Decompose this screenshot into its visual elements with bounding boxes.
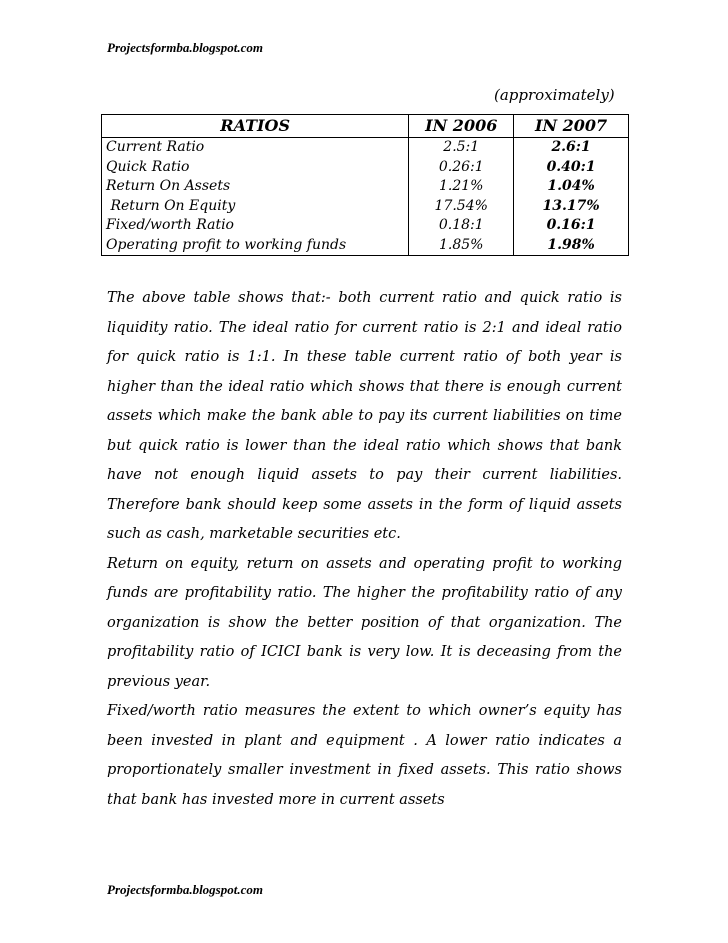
- analysis-text: [107, 284, 622, 815]
- value-2007: 2.6:1: [514, 138, 629, 158]
- profitability-paragraph: Return on equity, return on assets and operating profit to working funds are profitability ratio. The higher the profitability ratio of any organization is show the better position of that organization. The profitability ratio of ICICI bank is very low. It is deceasing from the previous year.: [107, 555, 622, 690]
- liquidity-paragraph: The above table shows that:- both current ratio and quick ratio is liquidity ratio. The ideal ratio for current ratio is 2:1 and ideal ratio for quick ratio is 1:1. In these table current ratio of both year is higher than the ideal ratio which shows that there is enough current assets which make the bank able to pay its current liabilities on time but quick ratio is lower than the ideal ratio which shows that bank have not enough liquid assets to pay their current liabilities. Therefore bank should keep some assets in the form of liquid assets such as cash, marketable securities etc.: [107, 290, 622, 542]
- value-2006: 0.26:1: [409, 158, 514, 178]
- value-2006: 1.85%: [409, 236, 514, 256]
- footer-site-url: Projectsformba.blogspot.com: [107, 882, 263, 897]
- header-site-url: Projectsformba.blogspot.com: [107, 40, 263, 55]
- ratio-label: Quick Ratio: [102, 158, 409, 178]
- ratio-label: Fixed/worth Ratio: [102, 216, 409, 236]
- ratios-table: [101, 114, 629, 256]
- ratio-label: Operating profit to working funds: [102, 236, 409, 256]
- table-row: [102, 216, 629, 236]
- value-2006: 0.18:1: [409, 216, 514, 236]
- value-2006: 2.5:1: [409, 138, 514, 158]
- value-2007: 0.40:1: [514, 158, 629, 178]
- value-2007: 0.16:1: [514, 216, 629, 236]
- approximately-note: (approximately): [494, 86, 615, 104]
- fixed-worth-paragraph: Fixed/worth ratio measures the extent to which owner’s equity has been invested in plant and equipment . A lower ratio indicates a proportionately smaller investment in fixed assets. This ratio shows that bank has invested more in current assets: [107, 703, 622, 808]
- value-2007: 1.04%: [514, 177, 629, 197]
- value-2007: 13.17%: [514, 197, 629, 217]
- table-row: [102, 197, 629, 217]
- table-row: [102, 138, 629, 158]
- header-ratios: RATIOS: [102, 115, 409, 138]
- value-2007: 1.98%: [514, 236, 629, 256]
- table-row: [102, 158, 629, 178]
- table-header-row: [102, 115, 629, 138]
- table-row: [102, 236, 629, 256]
- value-2006: 17.54%: [409, 197, 514, 217]
- table-row: [102, 177, 629, 197]
- ratio-label: Return On Equity: [102, 197, 409, 217]
- header-in-2006: IN 2006: [409, 115, 514, 138]
- ratio-label: Current Ratio: [102, 138, 409, 158]
- header-in-2007: IN 2007: [514, 115, 629, 138]
- ratio-label: Return On Assets: [102, 177, 409, 197]
- value-2006: 1.21%: [409, 177, 514, 197]
